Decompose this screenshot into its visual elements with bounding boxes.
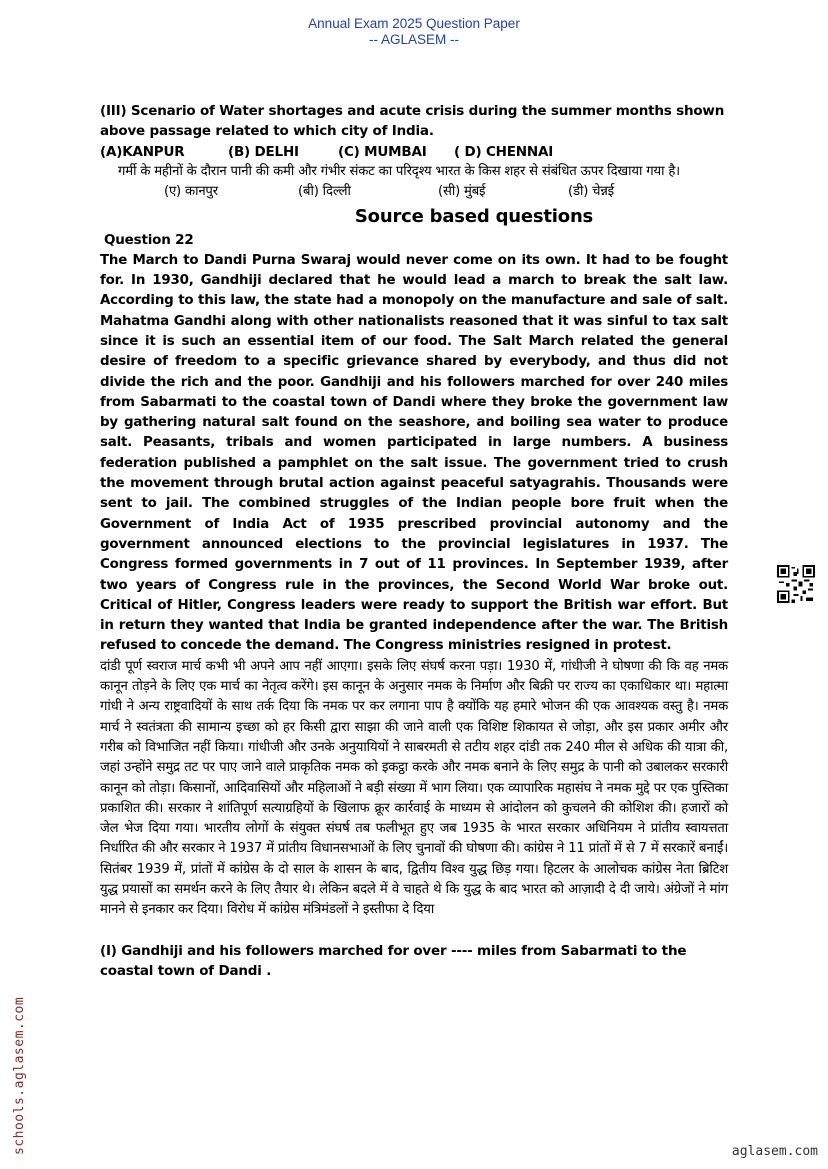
side-watermark: schools.aglasem.com (12, 996, 27, 1155)
page-content (100, 101, 728, 981)
header-exam-title: Annual Exam 2025 Question Paper (308, 16, 520, 31)
option-d-english: ( D) CHENNAI (454, 143, 554, 160)
option-b-hindi: (बी) दिल्ली (298, 184, 351, 200)
section-title: Source based questions (354, 206, 594, 228)
option-a-english: (A)KANPUR (100, 143, 185, 160)
page-header (0, 16, 828, 48)
qr-code-icon (777, 565, 815, 603)
passage-hindi: दांडी पूर्ण स्वराज मार्च कभी भी अपने आप नहीं आएगा। इसके लिए संघर्ष करना पड़ा। 1930 में, गांधीजी ने घोषणा की कि वह नमक कानून तोड़ने के लिए एक मार्च का नेतृत्व करेंगे। इस कानून के अनुसार नमक के निर्माण और बिक्री पर राज्य का एकाधिकार था। महात्मा गांधी ने अन्य राष्ट्रवादियों के साथ तर्क दिया कि नमक पर कर लगाना पाप है क्योंकि यह हमारे भोजन की एक आवश्यक वस्तु है। नमक मार्च ने स्वतंत्रता की सामान्य इच्छा को हर किसी द्वारा साझा की जाने वाली एक विशिष्ट शिकायत से जोड़ा, और इस प्रकार अमीर और गरीब को विभाजित नहीं किया। गांधीजी और उनके अनुयायियों ने साबरमती से तटीय शहर दांडी तक 240 मील से अधिक की यात्रा की, जहां उन्होंने समुद्र तट पर पाए जाने वाले प्राकृतिक नमक को इकट्ठा करके और नमक बनाने के लिए समुद्र के पानी को उबालकर सरकारी कानून को तोड़ा। किसानों, आदिवासियों और महिलाओं ने बड़ी संख्या में भाग लिया। एक व्यापारिक महासंघ ने नमक मुद्दे पर एक पुस्तिका प्रकाशित की। सरकार ने शांतिपूर्ण सत्याग्रहियों के खिलाफ क्रूर कार्रवाई के माध्यम से आंदोलन को कुचलने की कोशिश की। हजारों को जेल भेज दिया गया। भारतीय लोगों के संयुक्त संघर्ष तब फलीभूत हुए जब 1935 के भारत सरकार अधिनियम ने प्रांतीय स्वायत्तता निर्धारित की और सरकार ने 1937 में प्रांतीय विधानसभाओं के लिए चुनावों की घोषणा की। कांग्रेस ने 11 प्रांतों में से 7 में सरकारें बनाईं। सितंबर 1939 में, प्रांतों में कांग्रेस के दो साल के शासन के बाद, द्वितीय विश्व युद्ध छिड़ गया। हिटलर के आलोचक कांग्रेस नेता ब्रिटिश युद्ध प्रयासों का समर्थन करने के लिए तैयार थे। लेकिन बदले में वे चाहते थे कि युद्ध के बाद भारत को आज़ादी दे दी जाये। अंग्रेजों ने मांग मानने से इनकार कर दिया। विरोध में कांग्रेस मंत्रिमंडलों ने इस्तीफा दे दिया (100, 658, 728, 918)
option-c-hindi: (सी) मुंबई (438, 184, 486, 200)
sub-question-i: (I) Gandhiji and his followers marched for over ---- miles from Sabarmati to the coastal town of Dandi . (100, 942, 687, 979)
option-c-english: (C) MUMBAI (338, 143, 427, 160)
header-brand: -- AGLASEM -- (368, 32, 459, 47)
option-d-hindi: (डी) चेन्नई (568, 184, 614, 200)
passage-english: The March to Dandi Purna Swaraj would never come on its own. It had to be fought for. In 1930, Gandhiji declared that he would lead a march to break the salt law. According to this law, the state had a monopoly on the manufacture and sale of salt. Mahatma Gandhi along with other nationalists reasoned that it was sinful to tax salt since it is such an essential item of our food. The Salt March related the general desire of freedom to a specific grievance shared by everybody, and thus did not divide the rich and the poor. Gandhiji and his followers marched for over 240 miles from Sabarmati to the coastal town of Dandi where they broke the government law by gathering natural salt found on the seashore, and boiling sea water to produce salt. Peasants, tribals and women participated in large numbers. A business federation published a pamphlet on the salt issue. The government tried to crush the movement through brutal action against peaceful satyagrahis. Thousands were sent to jail. The combined struggles of the Indian people bore fruit when the Government of India Act of 1935 prescribed provincial autonomy and the government announced elections to the provincial legislatures in 1937. The Congress formed governments in 7 out of 11 provinces. In September 1939, after two years of Congress rule in the provinces, the Second World War broke out. Critical of Hitler, Congress leaders were ready to support the British war effort. But in return they wanted that India be granted independence after the war. The British refused to concede the demand. The Congress ministries resigned in protest. (100, 252, 728, 654)
question-label: Question 22 (104, 232, 194, 249)
option-b-english: (B) DELHI (228, 143, 299, 160)
question-iii-options-english (100, 142, 728, 162)
footer-watermark: aglasem.com (731, 1144, 818, 1159)
option-a-hindi: (ए) कानपुर (164, 184, 218, 200)
question-iii-english: (III) Scenario of Water shortages and acute crisis during the summer months shown above passage related to which city of India. (100, 103, 725, 140)
question-iii-options-hindi (100, 182, 728, 202)
question-iii-hindi: गर्मी के महीनों के दौरान पानी की कमी और गंभीर संकट का परिदृश्य भारत के किस शहर से संबंधित ऊपर दिखाया गया है। (118, 163, 680, 179)
